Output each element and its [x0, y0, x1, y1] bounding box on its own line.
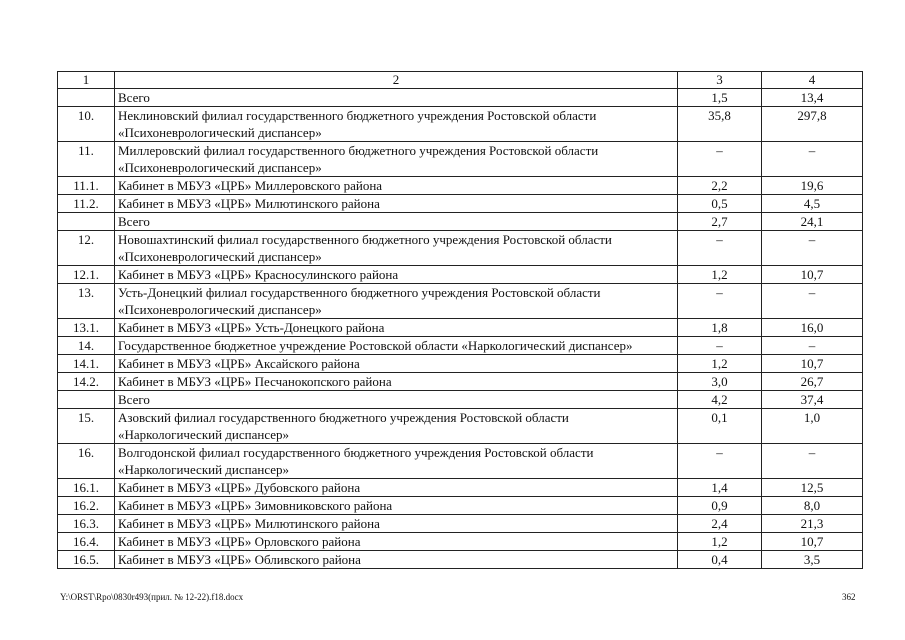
row-number: 16.2.	[58, 497, 115, 515]
footer-page-number: 362	[842, 592, 856, 602]
row-description: Кабинет в МБУЗ «ЦРБ» Дубовского района	[115, 479, 678, 497]
column-header-3: 3	[678, 72, 762, 89]
row-value-col3: 1,2	[678, 533, 762, 551]
row-description: Кабинет в МБУЗ «ЦРБ» Песчанокопского района	[115, 373, 678, 391]
footer-file-path: Y:\ORST\Rpo\0830r493(прил. № 12-22).f18.docx	[60, 592, 244, 602]
row-number: 16.3.	[58, 515, 115, 533]
row-value-col4: 13,4	[762, 89, 863, 107]
row-description: Кабинет в МБУЗ «ЦРБ» Зимовниковского района	[115, 497, 678, 515]
row-description: Кабинет в МБУЗ «ЦРБ» Обливского района	[115, 551, 678, 569]
row-description: Азовский филиал государственного бюджетного учреждения Ростовской области «Наркологический диспансер»	[115, 409, 678, 444]
row-description: Волгодонской филиал государственного бюджетного учреждения Ростовской области «Наркологический диспансер»	[115, 444, 678, 479]
row-number: 16.4.	[58, 533, 115, 551]
table-body	[58, 72, 863, 569]
table-row	[58, 551, 863, 569]
table-row	[58, 107, 863, 142]
row-value-col4: 1,0	[762, 409, 863, 444]
row-value-col4: 16,0	[762, 319, 863, 337]
row-description: Всего	[115, 89, 678, 107]
row-value-col3: –	[678, 142, 762, 177]
row-value-col4: 37,4	[762, 391, 863, 409]
table-row	[58, 177, 863, 195]
row-number	[58, 89, 115, 107]
row-value-col3: –	[678, 284, 762, 319]
table-row	[58, 391, 863, 409]
table-row	[58, 337, 863, 355]
row-value-col4: –	[762, 337, 863, 355]
row-description: Кабинет в МБУЗ «ЦРБ» Аксайского района	[115, 355, 678, 373]
row-value-col4: –	[762, 284, 863, 319]
row-description: Кабинет в МБУЗ «ЦРБ» Милютинского района	[115, 515, 678, 533]
table-row	[58, 355, 863, 373]
row-number: 14.1.	[58, 355, 115, 373]
row-value-col3: 0,4	[678, 551, 762, 569]
row-number: 10.	[58, 107, 115, 142]
row-number: 15.	[58, 409, 115, 444]
row-value-col3: 4,2	[678, 391, 762, 409]
row-value-col3: 1,4	[678, 479, 762, 497]
row-description: Неклиновский филиал государственного бюджетного учреждения Ростовской области «Психоневрологический диспансер»	[115, 107, 678, 142]
row-value-col3: 1,5	[678, 89, 762, 107]
row-description: Кабинет в МБУЗ «ЦРБ» Красносулинского района	[115, 266, 678, 284]
table-row	[58, 444, 863, 479]
table-row	[58, 497, 863, 515]
row-number: 13.1.	[58, 319, 115, 337]
row-value-col4: 10,7	[762, 533, 863, 551]
row-value-col3: –	[678, 337, 762, 355]
row-number: 12.1.	[58, 266, 115, 284]
row-number: 16.5.	[58, 551, 115, 569]
row-value-col4: 8,0	[762, 497, 863, 515]
row-value-col4: 10,7	[762, 355, 863, 373]
row-value-col4: 297,8	[762, 107, 863, 142]
row-value-col3: 1,2	[678, 266, 762, 284]
column-header-1: 1	[58, 72, 115, 89]
table-header-row	[58, 72, 863, 89]
table-row	[58, 213, 863, 231]
row-description: Кабинет в МБУЗ «ЦРБ» Усть-Донецкого района	[115, 319, 678, 337]
row-description: Усть-Донецкий филиал государственного бюджетного учреждения Ростовской области «Психоневрологический диспансер»	[115, 284, 678, 319]
row-number: 14.	[58, 337, 115, 355]
row-value-col4: 21,3	[762, 515, 863, 533]
row-value-col3: 2,7	[678, 213, 762, 231]
row-number: 11.	[58, 142, 115, 177]
row-value-col4: 3,5	[762, 551, 863, 569]
row-number	[58, 213, 115, 231]
table-row	[58, 231, 863, 266]
row-value-col4: –	[762, 142, 863, 177]
table-row	[58, 266, 863, 284]
table-row	[58, 319, 863, 337]
row-number: 13.	[58, 284, 115, 319]
row-value-col4: 19,6	[762, 177, 863, 195]
row-value-col4: 12,5	[762, 479, 863, 497]
row-value-col3: 0,5	[678, 195, 762, 213]
table-row	[58, 409, 863, 444]
row-description: Новошахтинский филиал государственного бюджетного учреждения Ростовской области «Психоневрологический диспансер»	[115, 231, 678, 266]
row-value-col3: 35,8	[678, 107, 762, 142]
row-description: Всего	[115, 213, 678, 231]
row-value-col4: 24,1	[762, 213, 863, 231]
table-row	[58, 89, 863, 107]
row-description: Государственное бюджетное учреждение Ростовской области «Наркологический диспансер»	[115, 337, 678, 355]
row-value-col3: 1,2	[678, 355, 762, 373]
row-description: Кабинет в МБУЗ «ЦРБ» Орловского района	[115, 533, 678, 551]
row-value-col3: 2,4	[678, 515, 762, 533]
table-row	[58, 533, 863, 551]
column-header-4: 4	[762, 72, 863, 89]
row-number: 11.2.	[58, 195, 115, 213]
row-value-col3: 1,8	[678, 319, 762, 337]
table-row	[58, 373, 863, 391]
document-table	[57, 71, 863, 569]
row-number: 12.	[58, 231, 115, 266]
row-value-col4: 4,5	[762, 195, 863, 213]
row-value-col4: –	[762, 231, 863, 266]
row-value-col3: 0,1	[678, 409, 762, 444]
column-header-2: 2	[115, 72, 678, 89]
row-number	[58, 391, 115, 409]
row-value-col3: –	[678, 444, 762, 479]
row-number: 16.	[58, 444, 115, 479]
row-description: Миллеровский филиал государственного бюджетного учреждения Ростовской области «Психоневрологический диспансер»	[115, 142, 678, 177]
row-value-col4: –	[762, 444, 863, 479]
row-number: 16.1.	[58, 479, 115, 497]
row-description: Кабинет в МБУЗ «ЦРБ» Миллеровского района	[115, 177, 678, 195]
row-number: 11.1.	[58, 177, 115, 195]
table-row	[58, 195, 863, 213]
row-value-col3: 2,2	[678, 177, 762, 195]
table-row	[58, 284, 863, 319]
table-row	[58, 142, 863, 177]
row-value-col3: 0,9	[678, 497, 762, 515]
table-row	[58, 515, 863, 533]
table-row	[58, 479, 863, 497]
row-value-col4: 10,7	[762, 266, 863, 284]
row-value-col4: 26,7	[762, 373, 863, 391]
row-value-col3: –	[678, 231, 762, 266]
row-number: 14.2.	[58, 373, 115, 391]
row-description: Кабинет в МБУЗ «ЦРБ» Милютинского района	[115, 195, 678, 213]
row-description: Всего	[115, 391, 678, 409]
row-value-col3: 3,0	[678, 373, 762, 391]
